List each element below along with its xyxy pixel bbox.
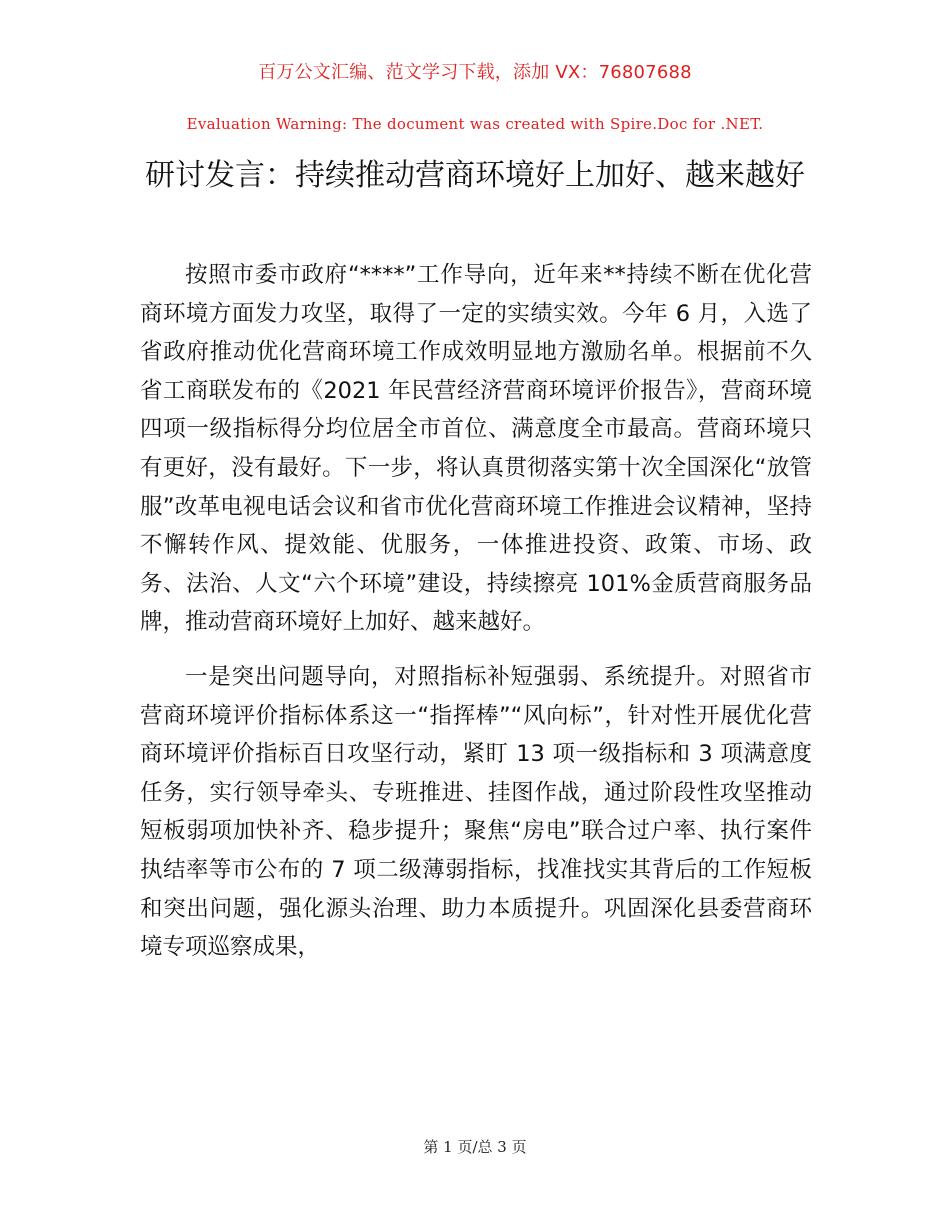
document-title: 研讨发言：持续推动营商环境好上加好、越来越好 — [145, 158, 805, 193]
evaluation-warning: Evaluation Warning: The document was created with Spire.Doc for .NET. — [186, 115, 764, 133]
document-body — [140, 256, 812, 983]
page-footer: 第 1 页/总 3 页 — [423, 1138, 527, 1156]
paragraph-problem-oriented: 一是突出问题导向，对照指标补短强弱、系统提升。对照省市营商环境评价指标体系这一“指挥棒”“风向标”，针对性开展优化营商环境评价指标百日攻坚行动，紧盯 13 项一级指标和 3 项满意度任务，实行领导牵头、专班推进、挂图作战，通过阶段性攻坚推动短板弱项加快补齐、稳步提升；聚焦“房电”联合过户率、执行案件执结率等市公布的 7 项二级薄弱指标，找准找实其背后的工作短板和突出问题，强化源头治理、助力本质提升。巩固深化县委营商环境专项巡察成果， — [140, 663, 812, 961]
header-banner: 百万公文汇编、范文学习下载，添加 VX：76807688 — [258, 62, 692, 83]
paragraph-intro: 按照市委市政府“****”工作导向，近年来**持续不断在优化营商环境方面发力攻坚，取得了一定的实绩实效。今年 6 月，入选了省政府推动优化营商环境工作成效明显地方激励名单。根据前不久省工商联发布的《2021 年民营经济营商环境评价报告》，营商环境四项一级指标得分均位居全市首位、满意度全市最高。营商环境只有更好，没有最好。下一步，将认真贯彻落实第十次全国深化“放管服”改革电视电话会议和省市优化营商环境工作推进会议精神，坚持不懈转作风、提效能、优服务，一体推进投资、政策、市场、政务、法治、人文“六个环境”建设，持续擦亮 101%金质营商服务品牌，推动营商环境好上加好、越来越好。 — [140, 262, 812, 636]
